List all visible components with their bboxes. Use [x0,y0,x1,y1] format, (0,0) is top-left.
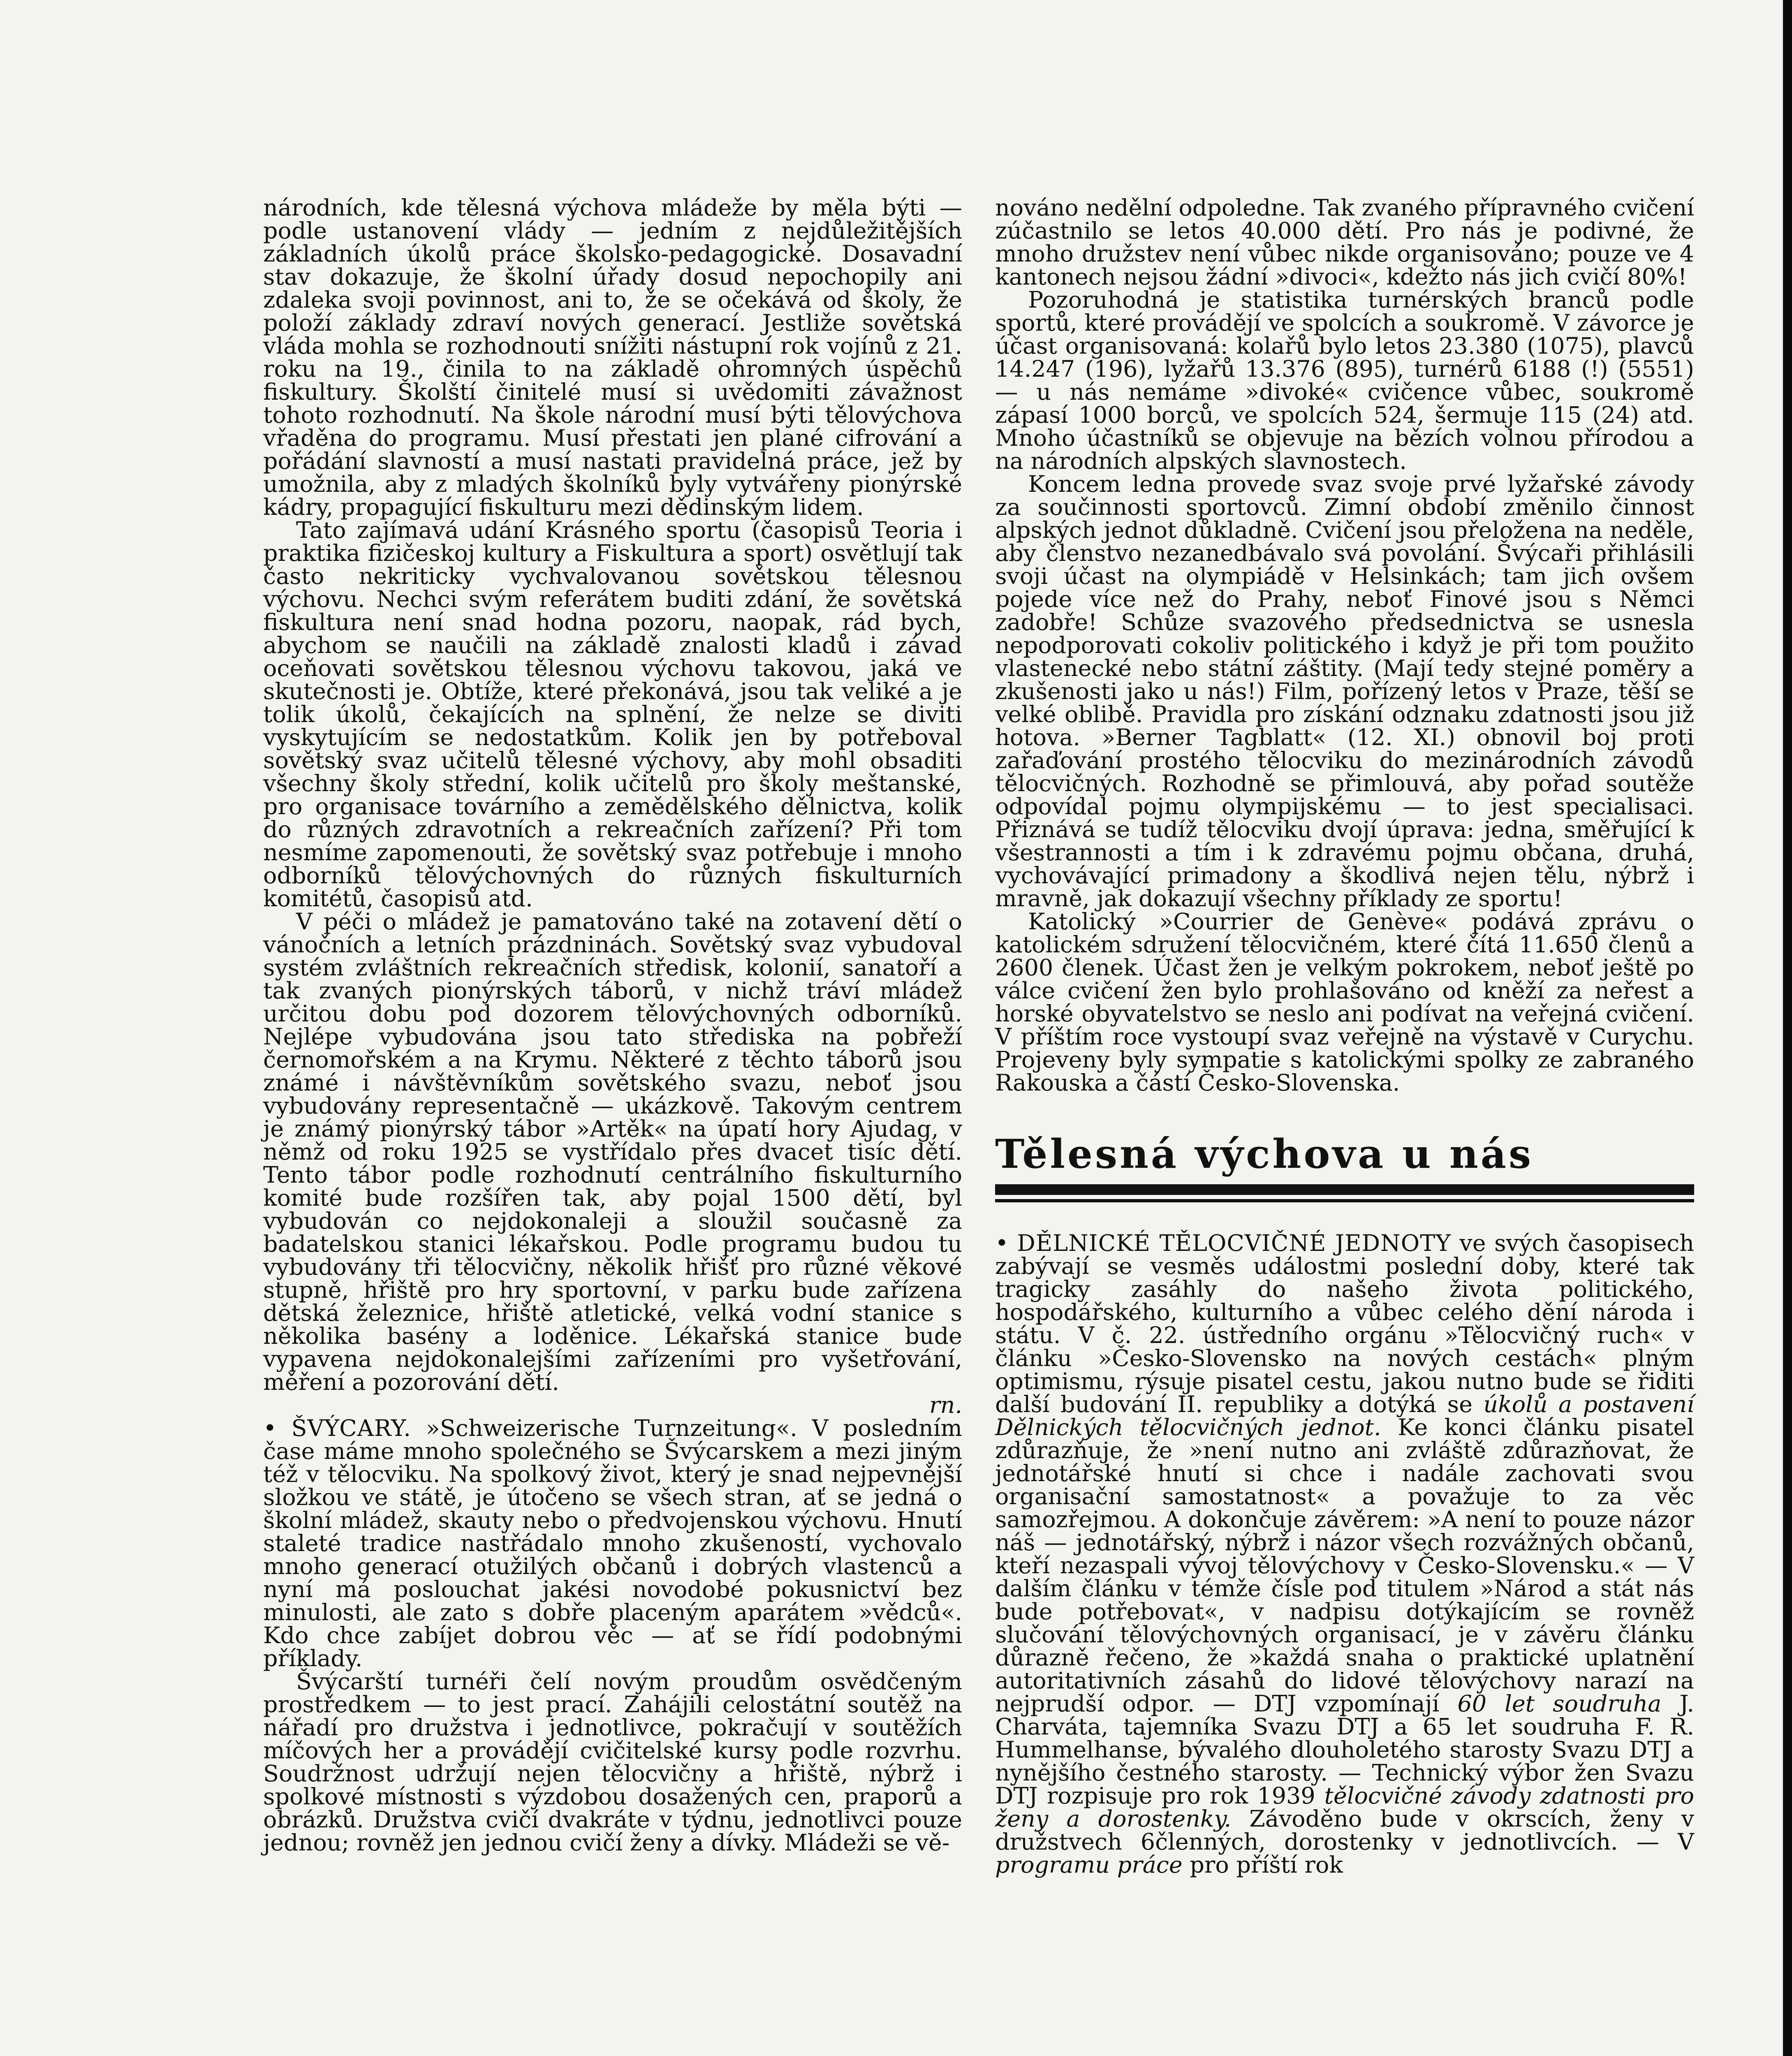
djt-paragraph [995,1232,1694,1877]
scan-border-right [1783,0,1792,2056]
djt-text: Závoděno bude v okrscích, ženy v družstvech 6členných, dorostenky v jednotlivcích. — V [995,1806,1694,1855]
paragraph: nováno nedělní odpoledne. Tak zvaného přípravného cvičení zúčastnilo se letos 40.000 dětí. Pro nás je podivné, že mnoho družstev není vůbec nikde organisováno; pouze ve 4 kantonech nejsou žádní »divoci«, kdežto nás jich cvičí 80%! [995,194,1694,290]
djt-text: J. Charváta, tajemníka Svazu DTJ a 65 let soudruha F. R. Hummelhanse, bývalého dlouholetého starosty Svazu DTJ a nynějšího čestného starosty. — Technický výbor žen Svazu DTJ rozpisuje pro rok 1939 [995,1690,1694,1809]
paragraph: Katolický »Courrier de Genève« podává zprávu o katolickém sdružení tělocvičném, které čítá 11.650 členů a 2600 členek. Účast žen je velkým pokrokem, neboť ještě po válce cvičení žen bylo prohlašováno od kněží za neřest a horské obyvatelstvo se neslo ani podívat na veřejná cvičení. V příštím roce vystoupí svaz veřejně na výstavě v Curychu. Projeveny byly sympatie s katolickými spolky ze zabraného Rakouska a částí Česko-Slovenska. [995,908,1694,1096]
djt-emphasis: 60 let soudruha [1457,1690,1662,1717]
right-column [995,194,1694,1878]
switzerland-text: »Schweizerische Turnzeitung«. V posledním čase máme mnoho společného se Švýcarskem a mezi jiným též v tělocviku. Na spolkový život, který je snad nejpevnější složkou ve státě, je útočeno se všech stran, ať se jedná o školní mládež, skauty nebo o předvojenskou výchovu. Hnutí staleté tradice nastřádalo mnoho zkušeností, vychovalo mnoho generací otužilých občanů i dobrých vlastenců a nyní má poslouchat jakési novodobé pokusnictví bez minulosti, ale zato s dobře placeným aparátem »vědců«. Kdo chce zabíjet dobrou věc — ať se řídí podobnými příklady. [263,1415,962,1672]
djt-heading: DĚLNICKÉ TĚLOCVIČNÉ JEDNOTY [1017,1230,1451,1257]
djt-emphasis: tělocvičné závody zdatnosti pro ženy a dorostenky. [995,1783,1694,1832]
djt-emphasis: programu práce [995,1852,1183,1878]
author-signature: rn. [929,1392,962,1419]
paragraph: Tato zajímavá udání Krásného sportu (časopisů Teoria i praktika fizičeskoj kultury a Fiskultura a sport) osvětlují tak často nekriticky vychvalovanou sovětskou tělesnou výchovu. Nechci svým referátem buditi zdání, že sovětská fiskultura není snad hodna pozoru, naopak, rád bych, abychom se naučili na základě znalosti kladů i závad oceňovati sovětskou tělesnou výchovu takovou, jaká ve skutečnosti je. Obtíže, které překonává, jsou tak veliké a je tolik úkolů, čekajících na splnění, že nelze se diviti vyskytujícím se nedostatkům. Kolik jen by potřeboval sovětský svaz učitelů tělesné výchovy, aby mohl obsaditi všechny školy střední, kolik učitelů pro školy meštanské, pro organisace továrního a zemědělského dělnictva, kolik do různých zdravotních a rekreačních zařízení? Při tom nesmíme zapomenouti, že sovětský svaz potřebuje i mnoho odborníků tělovýchovných do různých fiskulturních komitétů, časopisů atd. [263,517,962,912]
djt-text: Ke konci článku pisatel zdůrazňuje, že »není nutno ani zvláště zdůrazňovat, že jednotářské hnutí si chce i nadále zachovati svou organisační samostatnost« a považuje to za věc samozřejmou. A dokončuje závěrem: »A není to pouze názor náš — jednotářský, nýbrž i názor všech rozvážných občanů, kteří nezaspali vývoj tělovýchovy v Česko-Slovensku.« — V dalším článku v témže čísle pod titulem »Národ a stát nás bude potřebovat«, v nadpisu dotýkajícím se rovněž slučování tělovýchovných organisací, je v závěru článku důrazně řečeno, že »každá snaha o praktické uplatnění autoritativních zásahů do lidové tělovýchovy narazí na nejprudší odpor. — DTJ vzpomínají [995,1414,1694,1717]
paragraph: Pozoruhodná je statistika turnérských branců podle sportů, které provádějí ve spolcích a soukromě. V závorce je účast organisovaná: kolařů bylo letos 23.380 (1075), plavců 14.247 (196), lyžařů 13.376 (895), turnérů 6188 (!) (5551) — u nás nemáme »divoké« cvičence vůbec, soukromě zápasí 1000 borců, ve spolcích 524, šermuje 115 (24) atd. Mnoho účastníků se objevuje na bězích volnou přírodou a na národních alpských slavnostech. [995,287,1694,475]
paragraph: Koncem ledna provede svaz svoje prvé lyžařské závody za součinnosti sportovců. Zimní období změnilo činnost alpských jednot důkladně. Cvičení jsou přeložena na neděle, aby členstvo nezanedbávalo svá povolání. Švýcaři přihlásili svoji účast na olympiádě v Helsinkách; tam jich ovšem pojede více než do Prahy, neboť Finové jsou s Němci zadobře! Schůze svazového předsednictva se usnesla nepodporovati cokoliv politického i když je při tom použito vlastenecké nebo státní záštity. (Mají tedy stejné poměry a zkušenosti jako u nás!) Film, pořízený letos v Praze, těší se velké oblibě. Pravidla pro získání odznaku zdatnosti jsou již hotova. »Berner Tagblatt« (12. XI.) obnovil boj proti zařaďování prostého tělocviku do mezinárodních závodů tělocvičných. Rozhodně se přimlouvá, aby pořad soutěže odpovídal pojmu olympijskému — to jest specialisaci. Přiznává se tudíž tělocviku dvojí úprava: jedna, směřující k všestrannosti a tím i k zdravému pojmu občana, druhá, vychovávající primadony a škodlivá nejen tělu, nýbrž i mravně, jak dokazují všechny příklady ze sportu! [995,471,1694,912]
paragraph: V péči o mládež je pamatováno také na zotavení dětí o vánočních a letních prázdninách. Sovětský svaz vybudoval systém zvláštních rekreačních středisk, kolonií, sanatoří a tak zvaných pionýrských táborů, v nichž tráví mládež určitou dobu pod dozorem tělovýchovných odborníků. Nejlépe vybudována jsou tato střediska na pobřeží černomořském a na Krymu. Některé z těchto táborů jsou známé i návštěvníkům sovětského svazu, neboť jsou vybudovány representačně — ukázkově. Takovým centrem je známý pionýrský tábor »Artěk« na úpatí hory Ajudag, v němž od roku 1925 se vystřídalo přes dvacet tisíc dětí. Tento tábor podle rozhodnutí centrálního fiskulturního komité bude rozšířen tak, aby pojal 1500 dětí, byl vybudován co nejdokonaleji a sloužil současně za badatelskou stanici lékařskou. Podle programu budou tu vybudovány tři tělocvičny, několik hřišť pro různé věkové stupně, hřiště pro hry sportovní, v parku bude zařízena dětská železnice, hřiště atletické, velká vodní stanice s několika basény a loděnice. Lékařská stanice bude vypavena nejdokonalejšími zařízeními pro vyšetřování, měření a pozorování dětí. [263,908,962,1396]
bullet-marker: • [263,1415,277,1442]
paragraph: Švýcarští turnéři čelí novým proudům osvědčeným prostředkem — to jest prací. Zahájili celostátní soutěž na nářadí pro družstva i jednotlivce, pokračují v soutěžích míčových her a provádějí cvičitelské kursy podle rozvrhu. Soudržnost udržují nejen tělocvičny a hřiště, nýbrž i spolkové místnosti s výzdobou dosažených cen, praporů a obrázků. Družstva cvičí dvakráte v týdnu, jednotlivci pouze jednou; rovněž jen jednou cvičí ženy a dívky. Mládeži se vě- [263,1668,962,1856]
switzerland-section [263,1417,962,1670]
djt-text: ve svých časopisech zabývají se vesměs událostmi poslední doby, které tak tragicky zasáhly do našeho života politického, hospodářského, kulturního a vůbec celého dění národa i státu. V č. 22. ústředního orgánu »Tělocvičný ruch« v článku »Česko-Slovensko na nových cestách« plným optimismu, rýsuje pisatel cestu, jakou nutno bude se řiditi další budování II. republiky a dotýká se [995,1230,1694,1418]
section-heading: Tělesná výchova u nás [995,1132,1694,1195]
djt-text: pro příští rok [1190,1852,1343,1878]
bullet-marker: • [995,1230,1009,1257]
switzerland-heading: ŠVÝCARY. [291,1415,412,1442]
djt-section [995,1232,1694,1877]
djt-emphasis: úkolů a postavení Dělnických tělocvičných jednot. [995,1391,1694,1441]
paragraph: národních, kde tělesná výchova mládeže by měla býti — podle ustanovení vlády — jedním z nejdůležitějších základních úkolů práce školsko-pedagogické. Dosavadní stav dokazuje, že školní úřady dosud nepochopily ani zdaleka svoji povinnost, ani to, že se očekává od školy, že položí základy zdraví nových generací. Jestliže sovětská vláda mohla se rozhodnouti snížiti nástupní rok vojínů z 21. roku na 19., činila to na základě ohromných úspěchů fiskultury. Školští činitelé musí si uvědomiti závažnost tohoto rozhodnutí. Na škole národní musí býti tělovýchova vřaděna do programu. Musí přestati jen plané cifrování a pořádání slavností a musí nastati pravidelná práce, jež by umožnila, aby z mladých školníků byly vytvářeny pionýrské kádry, propagující fiskulturu mezi dědinským lidem. [263,194,962,521]
left-column [263,194,962,1856]
